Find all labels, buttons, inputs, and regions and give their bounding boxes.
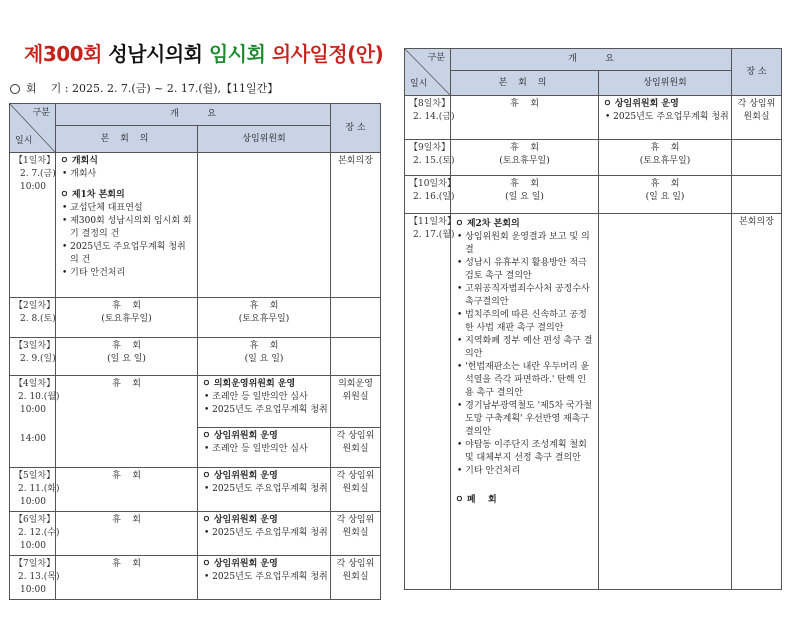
committee-cell <box>198 153 331 298</box>
header-gubun: 구분 <box>32 108 50 118</box>
table-row: 【10일차】 2. 16.(일) 휴 회 (일 요 일) 휴 회 (일 요 일) <box>405 176 782 214</box>
period-value: 2025. 2. 7.(금) ~ 2. 17.(월),【11일간】 <box>71 82 279 95</box>
period-label: 회 기 : <box>26 82 69 95</box>
title-agenda: 의사일정(안) <box>271 42 384 66</box>
title-council: 성남시의회 <box>108 42 203 66</box>
header-ilsi: 일시 <box>15 136 33 146</box>
plenary-cell: ㅇ 개회식 • 개회사 ㅇ 제1차 본회의 • 교섭단체 대표연설 • 제300회 성남시의회 임시회 회기 결정의 건 • 2025년도 주요업무계획 청취의 건 • 기타 안건처리 <box>56 153 198 298</box>
table-row: 【5일차】 2. 11.(화) 10:00 휴 회 ㅇ 상임위원회 운영 • 2025년도 주요업무계획 청취 각 상임위원회실 <box>10 468 381 512</box>
day-date: 2. 7.(금) <box>20 169 56 179</box>
session-period <box>10 80 278 96</box>
schedule-table-left <box>9 103 381 600</box>
table-row: 【2일차】 2. 8.(토) 휴 회 (토요휴무일) 휴 회 (토요휴무일) <box>10 298 381 338</box>
table-row: 【9일차】 2. 15.(토) 휴 회 (토요휴무일) 휴 회 (토요휴무일) <box>405 140 782 176</box>
schedule-table-right <box>404 48 782 590</box>
table-row: 【8일차】 2. 14.(금) 휴 회 ㅇ 상임위원회 운영 • 2025년도 주요업무계획 청취 각 상임위원회실 <box>405 96 782 140</box>
header-bonhoe: 본 회 의 <box>56 126 198 153</box>
header-sangim: 상임위원회 <box>599 71 732 96</box>
header-gubun-ilsi: 구분 일시 <box>405 49 451 96</box>
table-row: 【3일차】 2. 9.(일) 휴 회 (일 요 일) 휴 회 (일 요 일) <box>10 338 381 376</box>
table-row: 【6일차】 2. 12.(수) 10:00 휴 회 ㅇ 상임위원회 운영 • 2025년도 주요업무계획 청취 각 상임위원회실 <box>10 512 381 556</box>
header-gaeyo: 개 요 <box>56 104 331 126</box>
place-cell: 본회의장 <box>331 153 381 298</box>
table-row: ㅇ 상임위원회 운영 • 조례안 등 일반의안 심사 각 상임위원회실 <box>10 428 381 468</box>
header-gubun-ilsi <box>10 104 56 153</box>
table-row: 【11일차】 2. 17.(월) ㅇ 제2차 본회의 • 상임위원회 운영결과 보고 및 의결 • 성남시 유휴부지 활용방안 적극 검토 촉구 결의안 • 고위공직자범죄수사처 공정수사 촉구결의안 • 법치주의에 따른 신속하고 공정한 사법 재판 촉구 결의안 • 지역화폐 정부 예산 편성 촉구 결의안 • '헌법재판소는 내란 우두머리 윤석열을 즉각 파면하라.' 탄핵 인용 촉구 결의안 • 경기남부광역철도 '제5차 국가철도망 구축계획' 우선반영 재촉구 결의안 • 야탑동 이주단지 조성계획 철회 및 대체부지 선정 촉구 결의안 • 기타 안건처리 ㅇ 폐 회 본회의장 <box>405 214 782 590</box>
plenary-cell: ㅇ 제2차 본회의 • 상임위원회 운영결과 보고 및 의결 • 성남시 유휴부지 활용방안 적극 검토 촉구 결의안 • 고위공직자범죄수사처 공정수사 촉구결의안 • 법치주의에 따른 신속하고 공정한 사법 재판 촉구 결의안 • 지역화폐 정부 예산 편성 촉구 결의안 • '헌법재판소는 내란 우두머리 윤석열을 즉각 파면하라.' 탄핵 인용 촉구 결의안 • 경기남부광역철도 '제5차 국가철도망 구축계획' 우선반영 재촉구 결의안 • 야탑동 이주단지 조성계획 철회 및 대체부지 선정 촉구 결의안 • 기타 안건처리 ㅇ 폐 회 <box>451 214 599 590</box>
table-row: 【7일차】 2. 13.(목) 10:00 휴 회 ㅇ 상임위원회 운영 • 2025년도 주요업무계획 청취 각 상임위원회실 <box>10 556 381 600</box>
header-bonhoe: 본 회 의 <box>451 71 599 96</box>
header-sangim: 상임위원회 <box>198 126 331 153</box>
day-time: 10:00 <box>20 182 46 192</box>
circle-bullet-icon <box>10 84 20 94</box>
table-row: 【4일차】 2. 10.(월) 10:00 14:00 휴 회 ㅇ 의회운영위원회 운영 • 조례안 등 일반의안 심사 • 2025년도 주요업무계획 청취 의회운영위원실 <box>10 376 381 428</box>
table-row <box>10 153 381 298</box>
page-title <box>24 38 384 67</box>
header-jangso: 장 소 <box>331 104 381 153</box>
day-label: 【1일차】 <box>14 156 56 166</box>
title-extraordinary: 임시회 <box>208 42 266 66</box>
title-session: 제300회 <box>24 42 102 66</box>
header-jangso: 장 소 <box>732 49 782 96</box>
header-gaeyo: 개 요 <box>451 49 732 71</box>
